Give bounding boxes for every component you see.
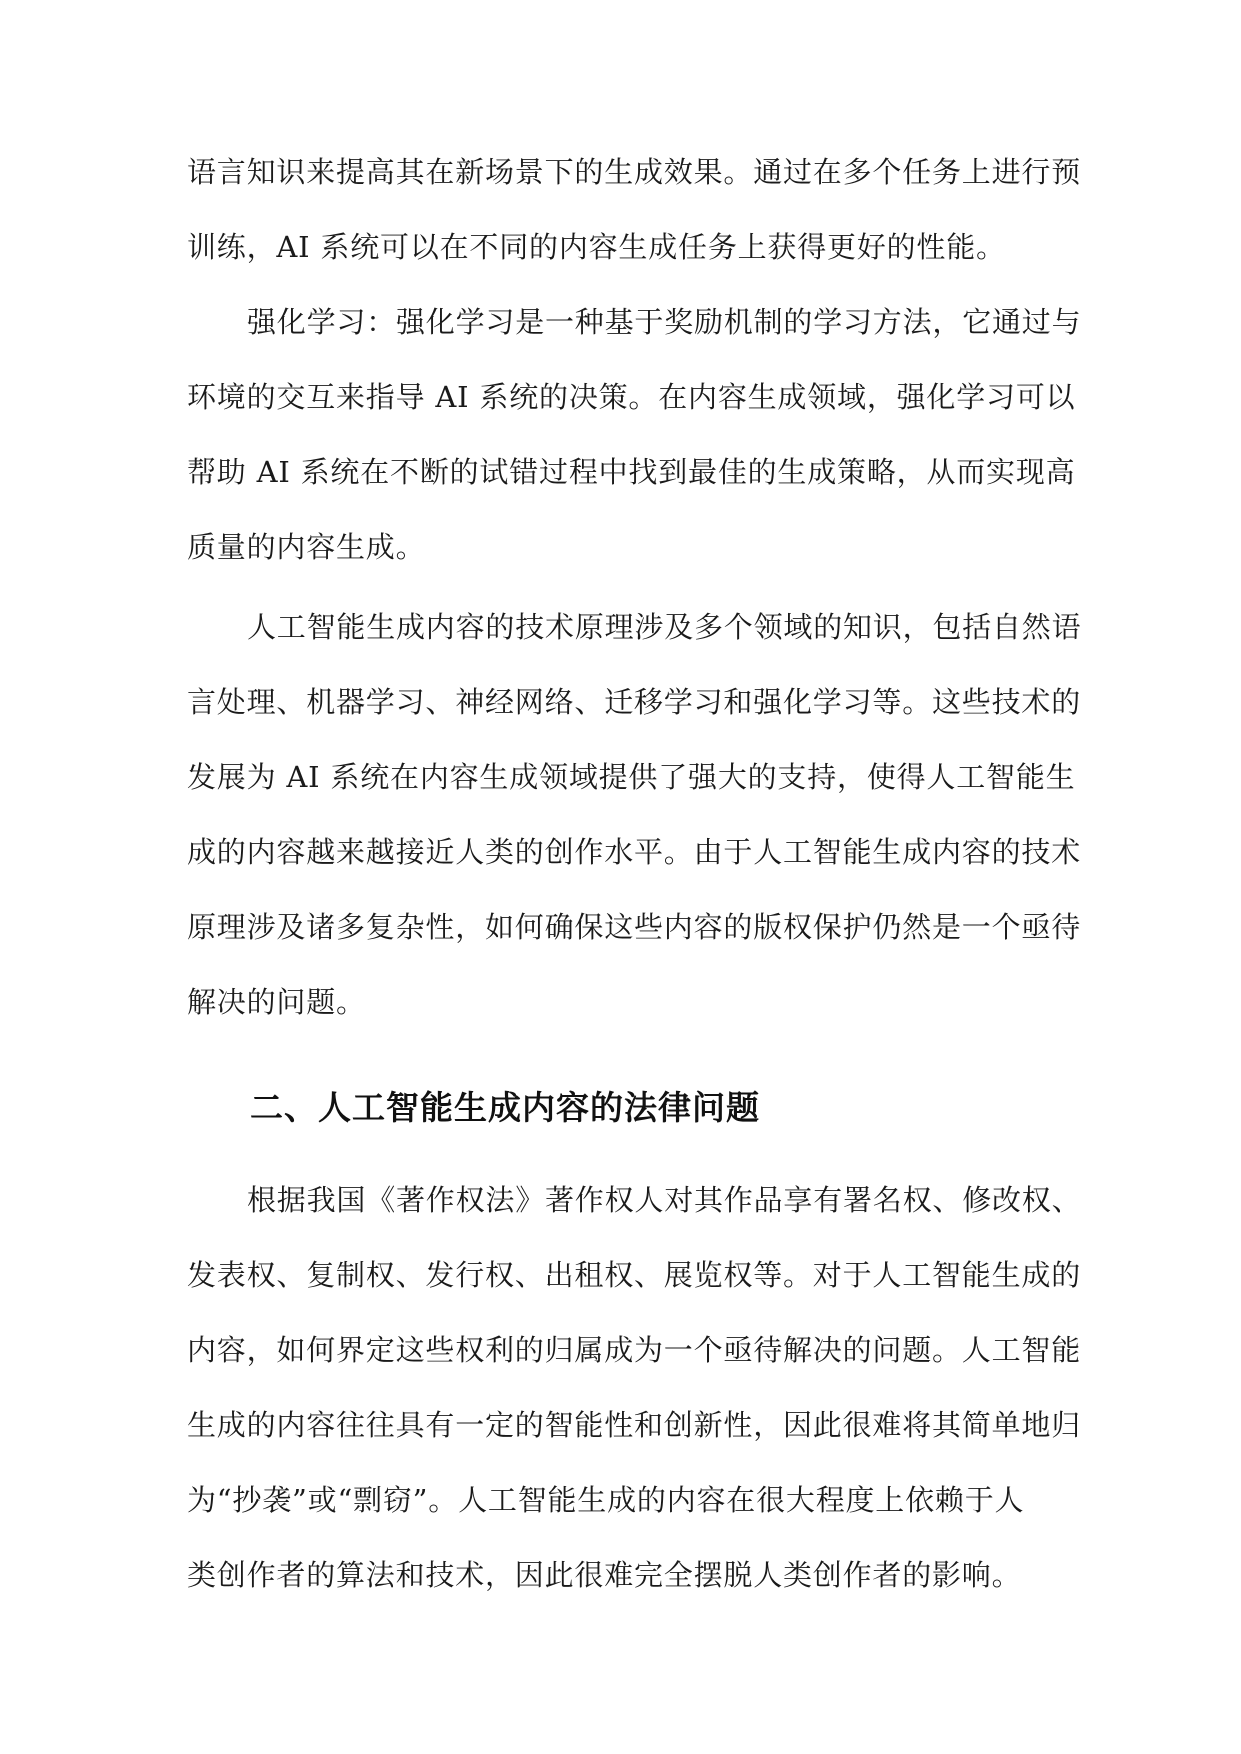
body-text-line: 质量的内容生成。 (187, 530, 426, 564)
body-text-line: 发展为 AI 系统在内容生成领域提供了强大的支持，使得人工智能生 (187, 760, 1076, 794)
body-text-line: 生成的内容往往具有一定的智能性和创新性，因此很难将其简单地归 (187, 1408, 1082, 1442)
body-text-line: 成的内容越来越接近人类的创作水平。由于人工智能生成内容的技术 (187, 835, 1082, 869)
body-text-line: 内容，如何界定这些权利的归属成为一个亟待解决的问题。人工智能 (187, 1333, 1082, 1367)
body-text-line: 发表权、复制权、发行权、出租权、展览权等。对于人工智能生成的 (187, 1258, 1082, 1292)
body-text-line: 原理涉及诸多复杂性，如何确保这些内容的版权保护仍然是一个亟待 (187, 910, 1082, 944)
body-text-line: 为“抄袭”或“剽窃”。人工智能生成的内容在很大程度上依赖于人 (187, 1483, 1025, 1517)
section-heading: 二、人工智能生成内容的法律问题 (250, 1088, 760, 1127)
body-text-line: 人工智能生成内容的技术原理涉及多个领域的知识，包括自然语 (247, 610, 1082, 644)
body-text-line: 解决的问题。 (187, 985, 366, 1019)
body-text-line: 强化学习：强化学习是一种基于奖励机制的学习方法，它通过与 (247, 305, 1082, 339)
body-text-line: 训练，AI 系统可以在不同的内容生成任务上获得更好的性能。 (187, 230, 1006, 264)
body-text-line: 帮助 AI 系统在不断的试错过程中找到最佳的生成策略，从而实现高 (187, 455, 1076, 489)
body-text-line: 语言知识来提高其在新场景下的生成效果。通过在多个任务上进行预 (187, 155, 1082, 189)
body-text-line: 言处理、机器学习、神经网络、迁移学习和强化学习等。这些技术的 (187, 685, 1082, 719)
body-text-line: 根据我国《著作权法》著作权人对其作品享有署名权、修改权、 (247, 1183, 1082, 1217)
body-text-line: 类创作者的算法和技术，因此很难完全摆脱人类创作者的影响。 (187, 1558, 1022, 1592)
body-text-line: 环境的交互来指导 AI 系统的决策。在内容生成领域，强化学习可以 (187, 380, 1076, 414)
